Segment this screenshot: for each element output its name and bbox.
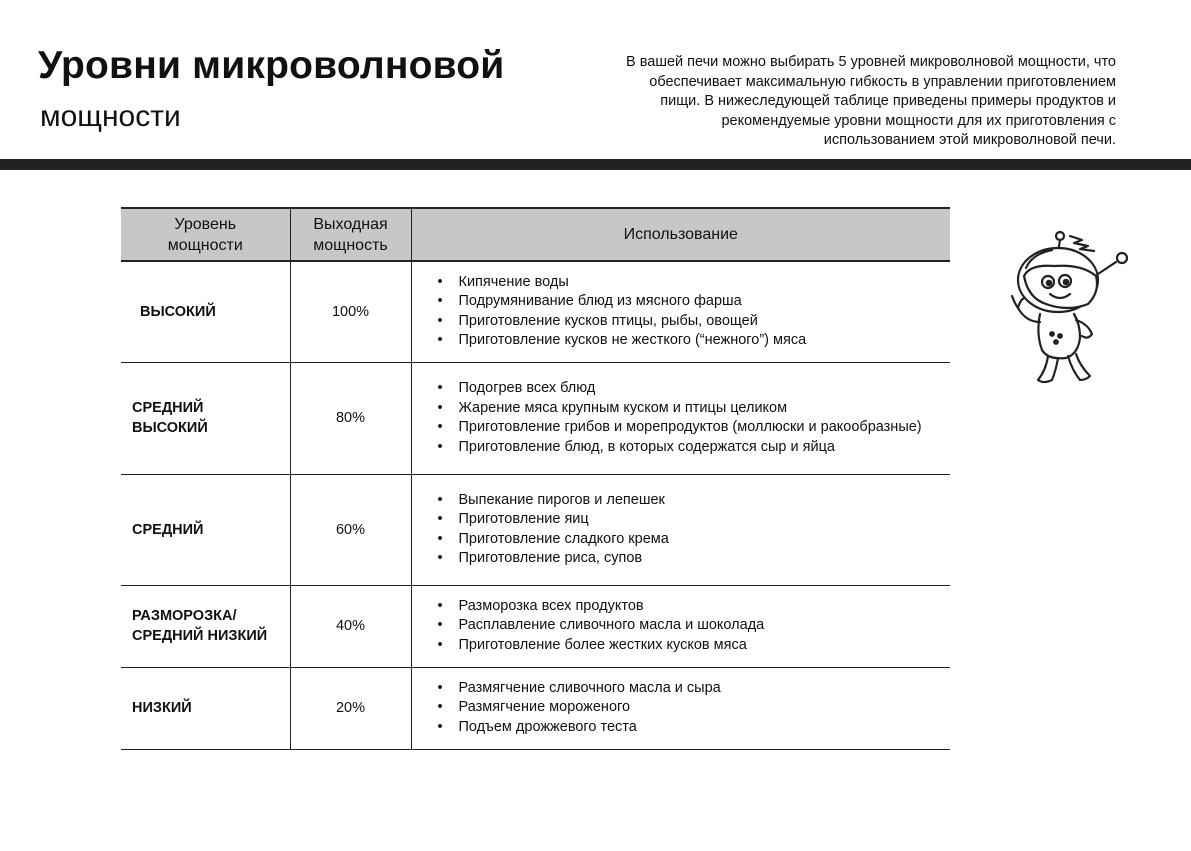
table-row <box>121 261 950 362</box>
usage-list <box>412 379 951 457</box>
power-level-label: СРЕДНИЙ <box>132 521 204 538</box>
power-level-label: ВЫСОКИЙ <box>140 303 216 320</box>
usage-list <box>412 597 951 656</box>
list-item: • Жарение мяса крупным куском и птицы целиком <box>438 399 951 419</box>
header-output-power <box>290 208 411 261</box>
output-power-cell: 100% <box>290 261 411 362</box>
page-title: Уровни микроволновой <box>38 44 505 87</box>
power-level-label: НИЗКИЙ <box>132 700 192 716</box>
power-level-cell <box>121 362 290 474</box>
list-item: • Приготовление блюд, в которых содержатся сыр и яйца <box>438 438 951 458</box>
usage-cell <box>411 585 950 667</box>
intro-paragraph <box>560 53 1116 151</box>
list-item: • Размягчение сливочного масла и сыра <box>438 679 951 699</box>
intro-line: рекомендуемые уровни мощности для их приготовления с <box>721 112 1116 129</box>
list-item: • Выпекание пирогов и лепешек <box>438 491 951 511</box>
usage-list <box>412 273 951 351</box>
usage-cell <box>411 667 950 749</box>
list-item: • Приготовление кусков не жесткого (“нежного”) мяса <box>438 331 951 351</box>
power-level-label: ВЫСОКИЙ <box>132 420 208 436</box>
table-row <box>121 667 950 749</box>
power-level-label: РАЗМОРОЗКА/ <box>132 608 237 624</box>
header-output-power-line2: мощность <box>313 236 388 254</box>
header-power-level-line1: Уровень <box>174 215 237 233</box>
intro-line: пищи. В нижеследующей таблице приведены примеры продуктов и <box>660 93 1116 109</box>
output-power-cell: 80% <box>290 362 411 474</box>
list-item: • Приготовление грибов и морепродуктов (моллюски и ракообразные) <box>438 418 951 438</box>
usage-list <box>412 491 951 569</box>
output-power-cell: 40% <box>290 585 411 667</box>
list-item: • Подъем дрожжевого теста <box>438 718 951 738</box>
list-item: • Приготовление кусков птицы, рыбы, овощей <box>438 312 951 332</box>
list-item: • Приготовление риса, супов <box>438 549 951 569</box>
usage-cell <box>411 362 950 474</box>
intro-line: использованием этой микроволновой печи. <box>823 132 1116 148</box>
usage-cell <box>411 474 950 585</box>
robot-mascot-icon <box>1008 230 1138 390</box>
header-divider <box>0 159 1191 170</box>
power-level-cell <box>121 261 290 362</box>
power-level-cell <box>121 667 290 749</box>
list-item: • Приготовление сладкого крема <box>438 530 951 550</box>
list-item: • Расплавление сливочного масла и шоколада <box>438 616 951 636</box>
list-item: • Подогрев всех блюд <box>438 379 951 399</box>
power-levels-table <box>121 207 950 750</box>
usage-cell <box>411 261 950 362</box>
intro-line: обеспечивает максимальную гибкость в управлении приготовлением <box>649 73 1116 90</box>
list-item: • Приготовление яиц <box>438 510 951 530</box>
table-row <box>121 585 950 667</box>
list-item: • Размягчение мороженого <box>438 698 951 718</box>
table-header-row <box>121 208 950 261</box>
table-row <box>121 474 950 585</box>
output-power-cell: 20% <box>290 667 411 749</box>
intro-line: В вашей печи можно выбирать 5 уровней микроволновой мощности, что <box>626 54 1116 70</box>
header-power-level-line2: мощности <box>167 236 243 254</box>
power-level-cell <box>121 585 290 667</box>
table-row <box>121 362 950 474</box>
list-item: • Разморозка всех продуктов <box>438 597 951 617</box>
list-item: • Подрумянивание блюд из мясного фарша <box>438 292 951 312</box>
output-power-cell: 60% <box>290 474 411 585</box>
header-usage: Использование <box>411 208 950 261</box>
header-power-level <box>121 208 290 261</box>
page-subtitle: мощности <box>40 100 181 133</box>
power-level-label: СРЕДНИЙ НИЗКИЙ <box>132 628 268 644</box>
power-level-cell <box>121 474 290 585</box>
power-level-label: СРЕДНИЙ <box>132 400 204 416</box>
header-output-power-line1: Выходная <box>313 215 388 233</box>
list-item: • Приготовление более жестких кусков мяса <box>438 636 951 656</box>
usage-list <box>412 679 951 738</box>
list-item: • Кипячение воды <box>438 273 951 293</box>
